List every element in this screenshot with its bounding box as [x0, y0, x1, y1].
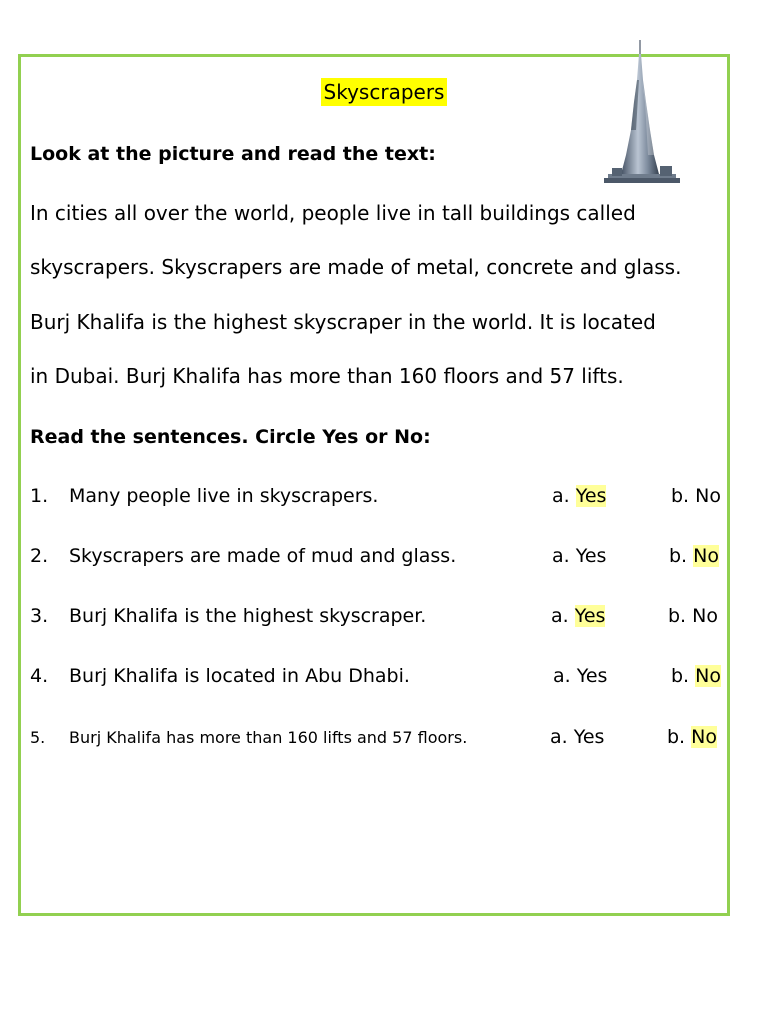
questions-heading: Read the sentences. Circle Yes or No:	[30, 426, 431, 448]
option-a-word: Yes	[576, 665, 608, 687]
question-text: Burj Khalifa is located in Abu Dhabi.	[69, 665, 410, 687]
option-b-word: No	[693, 545, 719, 567]
question-number: 3.	[30, 605, 49, 627]
option-a-prefix: a.	[552, 545, 570, 567]
option-b[interactable]	[671, 663, 721, 689]
option-b-word: No	[691, 726, 717, 748]
option-b-word: No	[695, 485, 721, 507]
option-b[interactable]	[671, 483, 721, 509]
option-a[interactable]	[551, 603, 605, 629]
question-number: 2.	[30, 545, 49, 567]
question-text: Many people live in skyscrapers.	[69, 485, 379, 507]
option-a[interactable]	[550, 724, 604, 750]
instructions-heading: Look at the picture and read the text:	[30, 143, 436, 165]
option-b-prefix: b.	[669, 545, 688, 567]
option-a-prefix: a.	[551, 605, 569, 627]
option-a[interactable]	[553, 663, 607, 689]
question-number: 1.	[30, 485, 49, 507]
question-text: Skyscrapers are made of mud and glass.	[69, 545, 457, 567]
worksheet-title: Skyscrapers	[321, 78, 448, 106]
option-a-prefix: a.	[553, 665, 571, 687]
option-a[interactable]	[552, 543, 606, 569]
option-a[interactable]	[552, 483, 606, 509]
option-a-word: Yes	[574, 605, 606, 627]
question-text: Burj Khalifa is the highest skyscraper.	[69, 605, 427, 627]
option-b-prefix: b.	[671, 665, 690, 687]
paragraph-line: Burj Khalifa is the highest skyscraper in the world. It is located	[30, 310, 656, 334]
question-number: 5.	[30, 728, 46, 747]
paragraph-line: skyscrapers. Skyscrapers are made of metal, concrete and glass.	[30, 255, 682, 279]
option-b[interactable]	[667, 724, 717, 750]
option-b-prefix: b.	[667, 726, 686, 748]
option-b-prefix: b.	[668, 605, 687, 627]
option-a-word: Yes	[573, 726, 605, 748]
option-a-word: Yes	[575, 485, 607, 507]
option-b-word: No	[695, 665, 721, 687]
option-b[interactable]	[669, 543, 719, 569]
option-a-word: Yes	[575, 545, 607, 567]
option-b-word: No	[692, 605, 718, 627]
question-number: 4.	[30, 665, 49, 687]
burj-khalifa-picture	[598, 40, 686, 186]
option-a-prefix: a.	[550, 726, 568, 748]
paragraph-line: in Dubai. Burj Khalifa has more than 160 floors and 57 lifts.	[30, 364, 624, 388]
option-b-prefix: b.	[671, 485, 690, 507]
option-b[interactable]	[668, 603, 718, 629]
paragraph-line: In cities all over the world, people live in tall buildings called	[30, 201, 636, 225]
option-a-prefix: a.	[552, 485, 570, 507]
question-text: Burj Khalifa has more than 160 lifts and 57 floors.	[69, 728, 468, 747]
